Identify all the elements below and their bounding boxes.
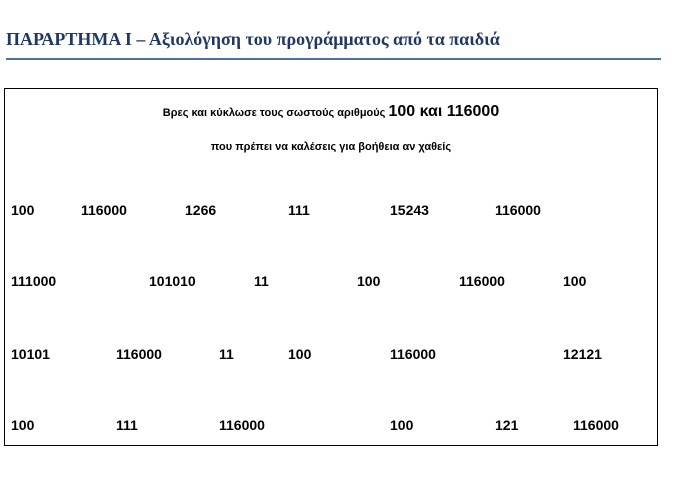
number-cell[interactable]: 116000: [459, 273, 505, 289]
instruction-line-1: [5, 103, 657, 121]
number-cell[interactable]: 111000: [11, 273, 57, 289]
number-cell[interactable]: 100: [11, 417, 35, 433]
number-cell[interactable]: 100: [288, 346, 312, 362]
number-cell[interactable]: 116000: [116, 346, 162, 362]
number-cell[interactable]: 121: [495, 417, 519, 433]
number-cell[interactable]: 116000: [81, 202, 127, 218]
number-cell[interactable]: 100: [563, 273, 587, 289]
number-cell[interactable]: 100: [11, 202, 35, 218]
number-cell[interactable]: 116000: [390, 346, 436, 362]
number-cell[interactable]: 100: [390, 417, 414, 433]
instruction-line-2: που πρέπει να καλέσεις για βοήθεια αν χαθείς: [210, 141, 452, 153]
number-cell[interactable]: 15243: [390, 202, 429, 218]
number-cell[interactable]: 116000: [219, 417, 265, 433]
instruction-text: Βρες και κύκλωσε τους σωστούς αριθμούς: [162, 107, 386, 119]
exercise-box: [4, 88, 658, 446]
number-cell[interactable]: 11: [219, 346, 234, 362]
number-cell[interactable]: 10101: [11, 346, 50, 362]
number-cell[interactable]: 12121: [563, 346, 602, 362]
page-heading: ΠΑΡΑΡΤΗΜΑ Ι – Αξιολόγηση του προγράμματος από τα παιδιά: [6, 29, 500, 49]
number-cell[interactable]: 11: [254, 273, 269, 289]
number-cell[interactable]: 100: [357, 273, 381, 289]
heading-divider: [6, 58, 661, 60]
target-numbers: 100 και 116000: [388, 103, 500, 120]
number-cell[interactable]: 116000: [495, 202, 541, 218]
number-cell[interactable]: 101010: [149, 273, 196, 289]
number-cell[interactable]: 111: [288, 202, 310, 218]
number-cell[interactable]: 116000: [573, 417, 619, 433]
number-cell[interactable]: 111: [116, 417, 138, 433]
number-cell[interactable]: 1266: [185, 202, 217, 218]
